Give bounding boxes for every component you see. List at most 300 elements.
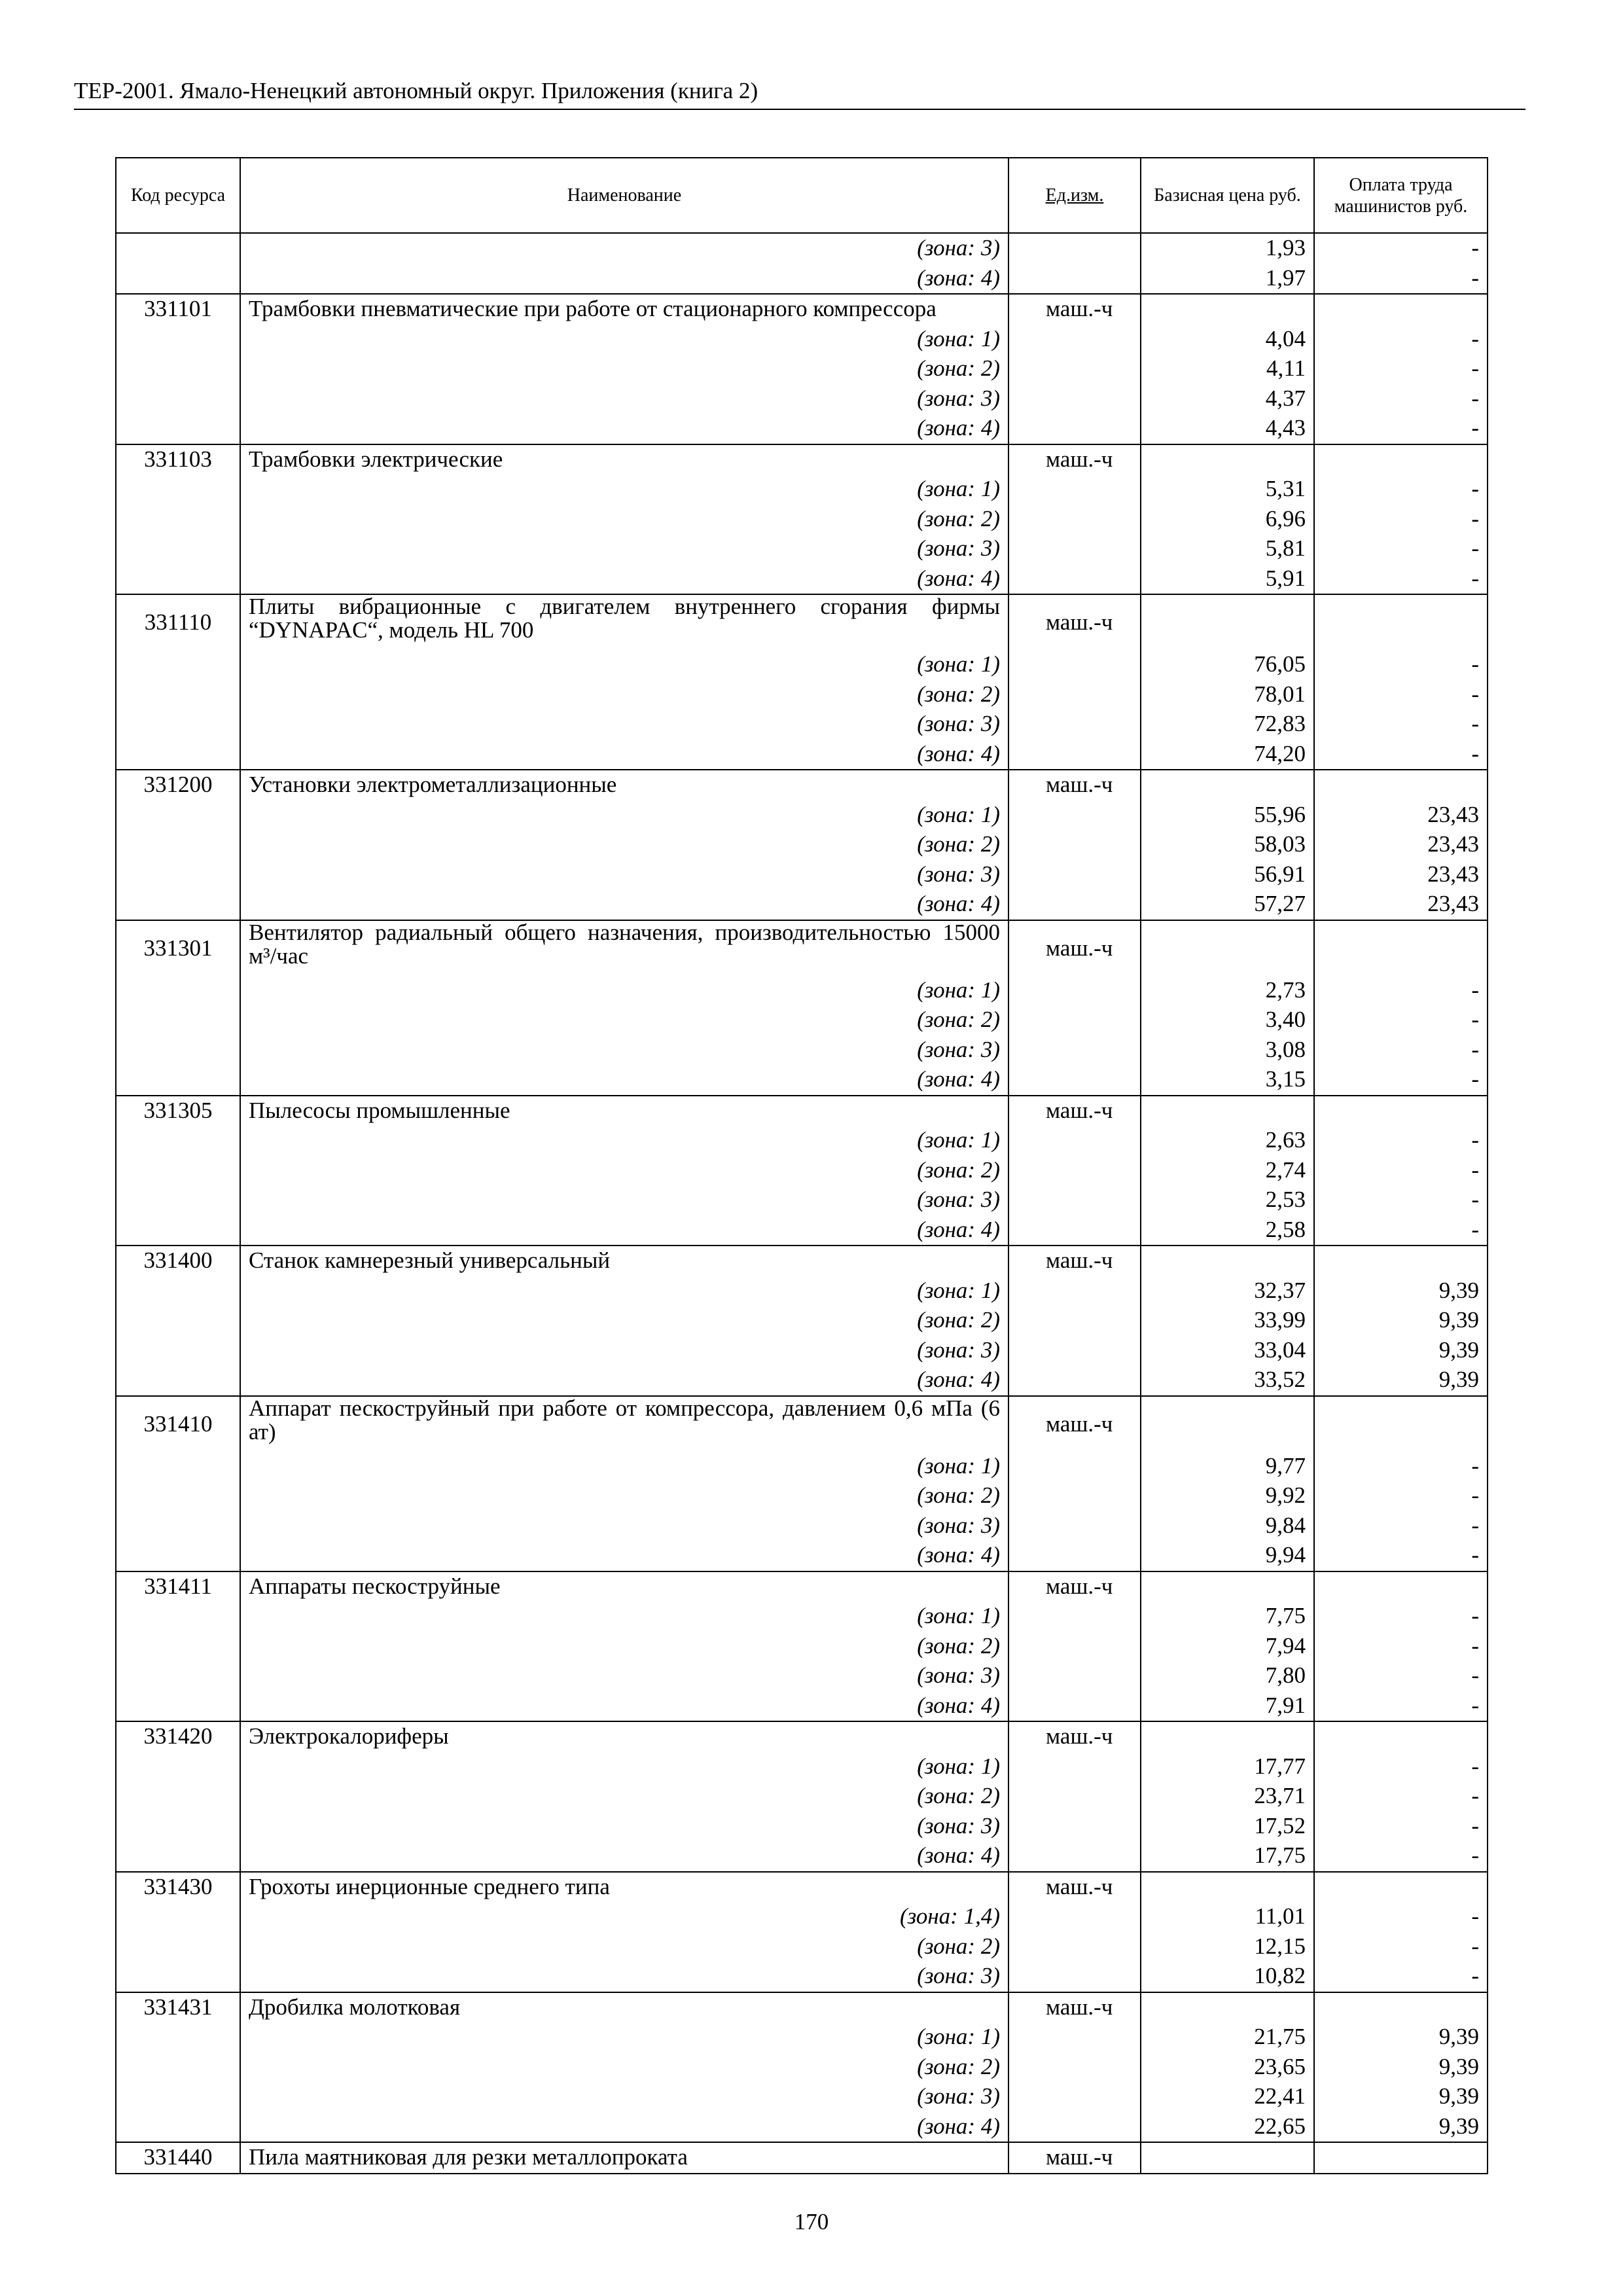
cell-code	[116, 1065, 240, 1096]
cell-name: Дробилка молотковая	[240, 1992, 1008, 2023]
cell-code	[116, 264, 240, 295]
cell-name: Аппарат пескоструйный при работе от компрессора, давлением 0,6 мПа (6 ат)	[240, 1396, 1008, 1452]
cell-unit	[1008, 740, 1141, 770]
col-header-pay: Оплата труда машинистов руб.	[1314, 158, 1488, 233]
cell-price	[1141, 1396, 1314, 1452]
cell-pay: -	[1314, 976, 1488, 1006]
cell-zone: (зона: 1)	[240, 1452, 1008, 1482]
cell-code	[116, 354, 240, 384]
cell-price: 17,75	[1141, 1841, 1314, 1872]
cell-pay: -	[1314, 1602, 1488, 1632]
cell-pay: 9,39	[1314, 1365, 1488, 1396]
cell-price: 4,37	[1141, 384, 1314, 414]
table-row	[116, 1246, 1488, 1276]
cell-zone: (зона: 3)	[240, 2082, 1008, 2112]
cell-unit	[1008, 709, 1141, 740]
cell-name: Трамбовки пневматические при работе от стационарного компрессора	[240, 294, 1008, 325]
table-row	[116, 1992, 1488, 2023]
cell-pay: -	[1314, 264, 1488, 295]
cell-unit	[1008, 1602, 1141, 1632]
cell-pay: -	[1314, 475, 1488, 505]
cell-code	[116, 325, 240, 355]
cell-price: 10,82	[1141, 1962, 1314, 1992]
cell-pay: 23,43	[1314, 830, 1488, 860]
cell-unit	[1008, 325, 1141, 355]
cell-code	[116, 800, 240, 831]
cell-code	[116, 1306, 240, 1336]
cell-unit	[1008, 1005, 1141, 1035]
cell-zone: (зона: 3)	[240, 1962, 1008, 1992]
cell-pay: -	[1314, 325, 1488, 355]
cell-code: 331431	[116, 1992, 240, 2023]
table-row	[116, 2022, 1488, 2053]
cell-unit	[1008, 1752, 1141, 1782]
cell-unit	[1008, 2022, 1141, 2053]
cell-price	[1141, 294, 1314, 325]
cell-price: 1,97	[1141, 264, 1314, 295]
cell-price	[1141, 2142, 1314, 2174]
col-header-name: Наименование	[240, 158, 1008, 233]
table-row	[116, 1812, 1488, 1842]
cell-unit	[1008, 830, 1141, 860]
cell-zone: (зона: 4)	[240, 740, 1008, 770]
cell-name: Вентилятор радиальный общего назначения, производительностью 15000 м³/час	[240, 920, 1008, 976]
table-row	[116, 1632, 1488, 1662]
table-row	[116, 1902, 1488, 1932]
table-row	[116, 1511, 1488, 1541]
cell-pay: -	[1314, 1126, 1488, 1156]
table-row	[116, 976, 1488, 1006]
table-row	[116, 1276, 1488, 1306]
cell-code: 331430	[116, 1872, 240, 1903]
cell-pay: -	[1314, 1215, 1488, 1246]
cell-price	[1141, 444, 1314, 475]
cell-zone: (зона: 4)	[240, 1215, 1008, 1246]
cell-price: 2,58	[1141, 1215, 1314, 1246]
cell-price	[1141, 1571, 1314, 1602]
table-body	[116, 233, 1488, 2174]
cell-pay: -	[1314, 1481, 1488, 1511]
cell-zone: (зона: 2)	[240, 1632, 1008, 1662]
cell-price: 9,92	[1141, 1481, 1314, 1511]
cell-price: 1,93	[1141, 233, 1314, 264]
cell-price: 74,20	[1141, 740, 1314, 770]
cell-price: 2,53	[1141, 1185, 1314, 1215]
cell-price: 55,96	[1141, 800, 1314, 831]
cell-code	[116, 1452, 240, 1482]
cell-code	[116, 534, 240, 564]
cell-price: 4,04	[1141, 325, 1314, 355]
running-header: ТЕР-2001. Ямало-Ненецкий автономный округ. Приложения (книга 2)	[74, 73, 1525, 110]
cell-price: 2,74	[1141, 1156, 1314, 1186]
cell-code	[116, 1661, 240, 1691]
cell-pay: -	[1314, 534, 1488, 564]
cell-price: 33,04	[1141, 1336, 1314, 1366]
cell-pay: -	[1314, 1902, 1488, 1932]
cell-code	[116, 233, 240, 264]
cell-zone: (зона: 3)	[240, 233, 1008, 264]
table-row	[116, 475, 1488, 505]
cell-code	[116, 1812, 240, 1842]
cell-unit	[1008, 1782, 1141, 1812]
cell-price: 72,83	[1141, 709, 1314, 740]
cell-price: 33,99	[1141, 1306, 1314, 1336]
cell-price: 4,11	[1141, 354, 1314, 384]
cell-pay: -	[1314, 680, 1488, 710]
cell-unit	[1008, 1365, 1141, 1396]
cell-pay: -	[1314, 1452, 1488, 1482]
cell-code	[116, 1841, 240, 1872]
table-row	[116, 1782, 1488, 1812]
cell-unit	[1008, 1306, 1141, 1336]
cell-price: 5,91	[1141, 564, 1314, 595]
cell-zone: (зона: 3)	[240, 860, 1008, 890]
cell-code	[116, 860, 240, 890]
cell-pay: -	[1314, 1691, 1488, 1722]
cell-unit: маш.-ч	[1008, 1096, 1141, 1126]
table-row	[116, 2053, 1488, 2083]
cell-zone: (зона: 2)	[240, 505, 1008, 535]
cell-code	[116, 1541, 240, 1571]
table-row	[116, 1721, 1488, 1752]
cell-unit	[1008, 1962, 1141, 1992]
cell-price: 22,65	[1141, 2112, 1314, 2143]
cell-code	[116, 1782, 240, 1812]
cell-unit	[1008, 1065, 1141, 1096]
cell-zone: (зона: 1)	[240, 1276, 1008, 1306]
table-row	[116, 920, 1488, 976]
cell-code	[116, 2082, 240, 2112]
cell-unit: маш.-ч	[1008, 1872, 1141, 1903]
cell-price: 7,94	[1141, 1632, 1314, 1662]
cell-zone: (зона: 3)	[240, 1511, 1008, 1541]
table-row	[116, 233, 1488, 264]
cell-pay	[1314, 920, 1488, 976]
table-row	[116, 505, 1488, 535]
cell-unit	[1008, 1932, 1141, 1962]
cell-pay: -	[1314, 414, 1488, 444]
cell-pay	[1314, 1096, 1488, 1126]
cell-unit	[1008, 534, 1141, 564]
cell-zone: (зона: 1)	[240, 1752, 1008, 1782]
cell-price: 2,73	[1141, 976, 1314, 1006]
cell-name: Электрокалориферы	[240, 1721, 1008, 1752]
cell-zone: (зона: 1)	[240, 2022, 1008, 2053]
cell-price: 76,05	[1141, 650, 1314, 680]
cell-unit	[1008, 2053, 1141, 2083]
cell-unit	[1008, 1452, 1141, 1482]
cell-pay: -	[1314, 233, 1488, 264]
cell-code	[116, 1005, 240, 1035]
cell-unit	[1008, 1661, 1141, 1691]
cell-zone: (зона: 1)	[240, 475, 1008, 505]
cell-unit	[1008, 505, 1141, 535]
cell-unit: маш.-ч	[1008, 920, 1141, 976]
cell-price: 5,81	[1141, 534, 1314, 564]
cell-pay: -	[1314, 505, 1488, 535]
cell-unit	[1008, 976, 1141, 1006]
cell-unit	[1008, 889, 1141, 920]
cell-zone: (зона: 2)	[240, 2053, 1008, 2083]
table-row	[116, 1185, 1488, 1215]
cell-zone: (зона: 4)	[240, 1841, 1008, 1872]
table-row	[116, 1156, 1488, 1186]
table-row	[116, 1691, 1488, 1722]
cell-pay: 9,39	[1314, 2112, 1488, 2143]
table-row	[116, 534, 1488, 564]
cell-unit	[1008, 1481, 1141, 1511]
cell-code	[116, 1902, 240, 1932]
price-table-wrapper	[115, 157, 1488, 2174]
table-row	[116, 1752, 1488, 1782]
cell-code: 331101	[116, 294, 240, 325]
cell-price: 23,65	[1141, 2053, 1314, 2083]
table-row	[116, 1065, 1488, 1096]
cell-zone: (зона: 3)	[240, 384, 1008, 414]
cell-pay	[1314, 444, 1488, 475]
cell-zone: (зона: 2)	[240, 1005, 1008, 1035]
cell-pay: -	[1314, 354, 1488, 384]
cell-zone: (зона: 4)	[240, 1365, 1008, 1396]
cell-unit: маш.-ч	[1008, 294, 1141, 325]
cell-code: 331301	[116, 920, 240, 976]
cell-zone: (зона: 1)	[240, 1126, 1008, 1156]
cell-name: Плиты вибрационные с двигателем внутреннего сгорания фирмы “DYNAPAC“, модель HL 700	[240, 594, 1008, 650]
cell-zone: (зона: 1)	[240, 800, 1008, 831]
cell-pay: 9,39	[1314, 1336, 1488, 1366]
cell-unit	[1008, 1336, 1141, 1366]
cell-zone: (зона: 1)	[240, 650, 1008, 680]
cell-price: 17,77	[1141, 1752, 1314, 1782]
table-row	[116, 680, 1488, 710]
cell-zone: (зона: 3)	[240, 1812, 1008, 1842]
cell-unit	[1008, 384, 1141, 414]
cell-unit	[1008, 264, 1141, 295]
cell-zone: (зона: 3)	[240, 1035, 1008, 1066]
cell-pay: -	[1314, 1932, 1488, 1962]
cell-zone: (зона: 3)	[240, 1185, 1008, 1215]
table-row	[116, 1872, 1488, 1903]
cell-code: 331410	[116, 1396, 240, 1452]
cell-zone: (зона: 1)	[240, 1602, 1008, 1632]
cell-unit: маш.-ч	[1008, 1246, 1141, 1276]
cell-unit	[1008, 1215, 1141, 1246]
cell-price	[1141, 1096, 1314, 1126]
page-number: 170	[794, 2209, 829, 2234]
cell-price: 9,84	[1141, 1511, 1314, 1541]
table-row	[116, 1365, 1488, 1396]
cell-unit: маш.-ч	[1008, 1721, 1141, 1752]
cell-price: 3,15	[1141, 1065, 1314, 1096]
cell-zone: (зона: 2)	[240, 830, 1008, 860]
cell-price: 21,75	[1141, 2022, 1314, 2053]
table-row	[116, 2142, 1488, 2174]
cell-zone: (зона: 4)	[240, 564, 1008, 595]
cell-zone: (зона: 2)	[240, 1782, 1008, 1812]
cell-price	[1141, 1992, 1314, 2023]
table-row	[116, 1541, 1488, 1571]
cell-price: 7,75	[1141, 1602, 1314, 1632]
cell-price: 4,43	[1141, 414, 1314, 444]
cell-pay: -	[1314, 650, 1488, 680]
cell-pay: 23,43	[1314, 889, 1488, 920]
col-header-code: Код ресурса	[116, 158, 240, 233]
cell-pay	[1314, 1721, 1488, 1752]
cell-zone: (зона: 2)	[240, 680, 1008, 710]
cell-code: 331411	[116, 1571, 240, 1602]
cell-pay: 9,39	[1314, 2022, 1488, 2053]
cell-pay	[1314, 1872, 1488, 1903]
cell-unit	[1008, 1812, 1141, 1842]
cell-name: Пылесосы промышленные	[240, 1096, 1008, 1126]
table-row	[116, 444, 1488, 475]
cell-code: 331110	[116, 594, 240, 650]
cell-unit	[1008, 1126, 1141, 1156]
cell-price	[1141, 594, 1314, 650]
col-header-unit	[1008, 158, 1141, 233]
cell-code: 331200	[116, 770, 240, 800]
table-row	[116, 709, 1488, 740]
cell-pay	[1314, 294, 1488, 325]
cell-zone: (зона: 2)	[240, 1932, 1008, 1962]
cell-unit	[1008, 680, 1141, 710]
cell-code	[116, 384, 240, 414]
cell-pay	[1314, 1571, 1488, 1602]
cell-unit	[1008, 414, 1141, 444]
cell-pay	[1314, 770, 1488, 800]
price-table	[115, 157, 1488, 2174]
cell-price	[1141, 1246, 1314, 1276]
cell-price: 78,01	[1141, 680, 1314, 710]
table-row	[116, 1602, 1488, 1632]
cell-pay: -	[1314, 1005, 1488, 1035]
cell-price: 32,37	[1141, 1276, 1314, 1306]
table-row	[116, 1481, 1488, 1511]
cell-code: 331440	[116, 2142, 240, 2174]
cell-unit	[1008, 1902, 1141, 1932]
cell-price: 17,52	[1141, 1812, 1314, 1842]
table-row	[116, 384, 1488, 414]
col-header-price: Базисная цена руб.	[1141, 158, 1314, 233]
cell-unit	[1008, 1541, 1141, 1571]
cell-unit	[1008, 1156, 1141, 1186]
cell-pay: -	[1314, 1962, 1488, 1992]
cell-pay: -	[1314, 1185, 1488, 1215]
cell-code	[116, 1215, 240, 1246]
cell-unit	[1008, 1511, 1141, 1541]
table-row	[116, 354, 1488, 384]
cell-unit	[1008, 650, 1141, 680]
cell-code	[116, 1276, 240, 1306]
cell-pay: 9,39	[1314, 2082, 1488, 2112]
cell-name: Трамбовки электрические	[240, 444, 1008, 475]
cell-zone: (зона: 2)	[240, 1156, 1008, 1186]
cell-pay	[1314, 1246, 1488, 1276]
table-header-row	[116, 158, 1488, 233]
cell-pay: -	[1314, 1065, 1488, 1096]
table-row	[116, 1306, 1488, 1336]
table-row	[116, 1932, 1488, 1962]
cell-code	[116, 1185, 240, 1215]
cell-code	[116, 650, 240, 680]
table-row	[116, 564, 1488, 595]
cell-pay: -	[1314, 1156, 1488, 1186]
table-row	[116, 264, 1488, 295]
cell-price: 7,80	[1141, 1661, 1314, 1691]
table-row	[116, 1336, 1488, 1366]
table-row	[116, 1096, 1488, 1126]
cell-pay	[1314, 1396, 1488, 1452]
table-row	[116, 1962, 1488, 1992]
cell-code	[116, 1156, 240, 1186]
cell-code	[116, 475, 240, 505]
cell-name: Грохоты инерционные среднего типа	[240, 1872, 1008, 1903]
cell-pay: -	[1314, 1812, 1488, 1842]
cell-price	[1141, 920, 1314, 976]
cell-zone: (зона: 3)	[240, 1661, 1008, 1691]
cell-pay: -	[1314, 740, 1488, 770]
table-row	[116, 1841, 1488, 1872]
cell-unit	[1008, 1841, 1141, 1872]
cell-unit: маш.-ч	[1008, 2142, 1141, 2174]
cell-unit	[1008, 2112, 1141, 2143]
cell-zone: (зона: 4)	[240, 1541, 1008, 1571]
cell-price: 9,77	[1141, 1452, 1314, 1482]
cell-code	[116, 976, 240, 1006]
cell-code	[116, 1962, 240, 1992]
cell-zone: (зона: 4)	[240, 1065, 1008, 1096]
cell-zone: (зона: 4)	[240, 414, 1008, 444]
cell-pay: 9,39	[1314, 1276, 1488, 1306]
cell-price: 57,27	[1141, 889, 1314, 920]
cell-zone: (зона: 1,4)	[240, 1902, 1008, 1932]
cell-unit	[1008, 1276, 1141, 1306]
cell-code	[116, 889, 240, 920]
cell-price	[1141, 1872, 1314, 1903]
cell-pay: 23,43	[1314, 860, 1488, 890]
cell-unit: маш.-ч	[1008, 444, 1141, 475]
cell-price	[1141, 1721, 1314, 1752]
cell-code	[116, 830, 240, 860]
cell-pay	[1314, 594, 1488, 650]
cell-code	[116, 1126, 240, 1156]
table-row	[116, 294, 1488, 325]
cell-pay: -	[1314, 384, 1488, 414]
cell-pay: -	[1314, 1541, 1488, 1571]
cell-price: 9,94	[1141, 1541, 1314, 1571]
cell-code	[116, 1932, 240, 1962]
cell-pay: -	[1314, 1661, 1488, 1691]
table-row	[116, 860, 1488, 890]
table-row	[116, 800, 1488, 831]
table-row	[116, 1126, 1488, 1156]
cell-unit	[1008, 800, 1141, 831]
cell-pay: -	[1314, 709, 1488, 740]
cell-code	[116, 740, 240, 770]
cell-code	[116, 1481, 240, 1511]
cell-pay	[1314, 1992, 1488, 2023]
cell-zone: (зона: 1)	[240, 976, 1008, 1006]
table-row	[116, 1215, 1488, 1246]
cell-zone: (зона: 4)	[240, 2112, 1008, 2143]
cell-zone: (зона: 1)	[240, 325, 1008, 355]
cell-zone: (зона: 3)	[240, 1336, 1008, 1366]
table-row	[116, 740, 1488, 770]
cell-unit	[1008, 1185, 1141, 1215]
table-row	[116, 1396, 1488, 1452]
cell-zone: (зона: 4)	[240, 1691, 1008, 1722]
cell-code	[116, 1336, 240, 1366]
